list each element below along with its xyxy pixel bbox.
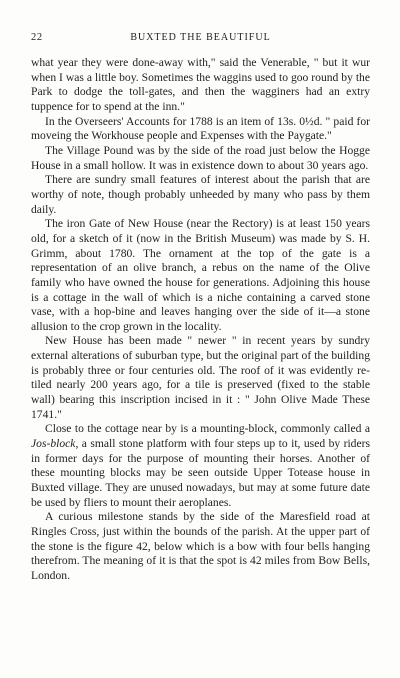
paragraph-mounting-block: [31, 422, 370, 510]
paragraph-overseers-accounts: In the Overseers' Accounts for 1788 is an item of 13s. 0½d. " paid for moveing the Workhouse people and Expenses with the Paygate.": [31, 114, 370, 143]
paragraph-milestone: A curious milestone stands by the side of the Maresfield road at Ringles Cross, just within the bounds of the parish. At the upper part of the stone is the figure 42, below which is a bow with four bells hanging therefrom. The meaning of it is that the spot is 42 miles from Bow Bells, London.: [31, 510, 370, 582]
paragraph-iron-gate: The iron Gate of New House (near the Rectory) is at least 150 years old, for a sketch of it (now in the British Museum) was made by S. H. Grimm, about 1780. The ornament at the top of the gate is a representation of an olive branch, a rebus on the name of the Olive family who have owned the house for generations. Adjoining this house is a cottage in the wall of which is a niche containing a carved stone vase, with a hop-bine and leaves hanging over the side of it—a stone allusion to the crop grown in the locality.: [31, 217, 370, 333]
mounting-block-text-before: Close to the cottage near by is a mounting-block, commonly called a: [45, 422, 370, 436]
paragraph-toll-gates: what year they were done-away with," said the Venerable, " but it wur when I was a little boy. Sometimes the waggins used to goo round by the Park to dodge the toll-gates, and then the wagginers had an extry tuppence for to spend at the inn.": [31, 56, 370, 113]
paragraph-new-house: New House has been made " newer " in recent years by sundry external alterations of suburban type, but the original part of the building is probably three or four centuries old. The roof of it was evidently re-tiled nearly 200 years ago, for a tile is preserved (fixed to the stable wall) bearing this inscription incised in it : " John Olive Made These 1741.": [31, 334, 370, 421]
mounting-block-text-after: , a small stone platform with four steps up to it, used by riders in former days for the purpose of mounting their horses. Another of these mounting blocks may be seen outside Upper Totease house in Buxted village. They are unused nowadays, but may at some future date be used by fliers to mount their aeroplanes.: [31, 437, 370, 509]
paragraph-village-pound: The Village Pound was by the side of the road just below the Hogge House in a small hollow. It was in existence down to about 30 years ago.: [31, 143, 370, 172]
paragraph-features-of-interest: There are sundry small features of interest about the parish that are worthy of note, though probably unheeded by many who pass by them daily.: [31, 173, 370, 216]
page-number: 22: [31, 32, 43, 43]
jos-block-term: Jos-block: [31, 437, 76, 451]
running-title: BUXTED THE BEAUTIFUL: [130, 32, 271, 43]
running-head: [31, 32, 370, 50]
body-text: [31, 56, 370, 584]
